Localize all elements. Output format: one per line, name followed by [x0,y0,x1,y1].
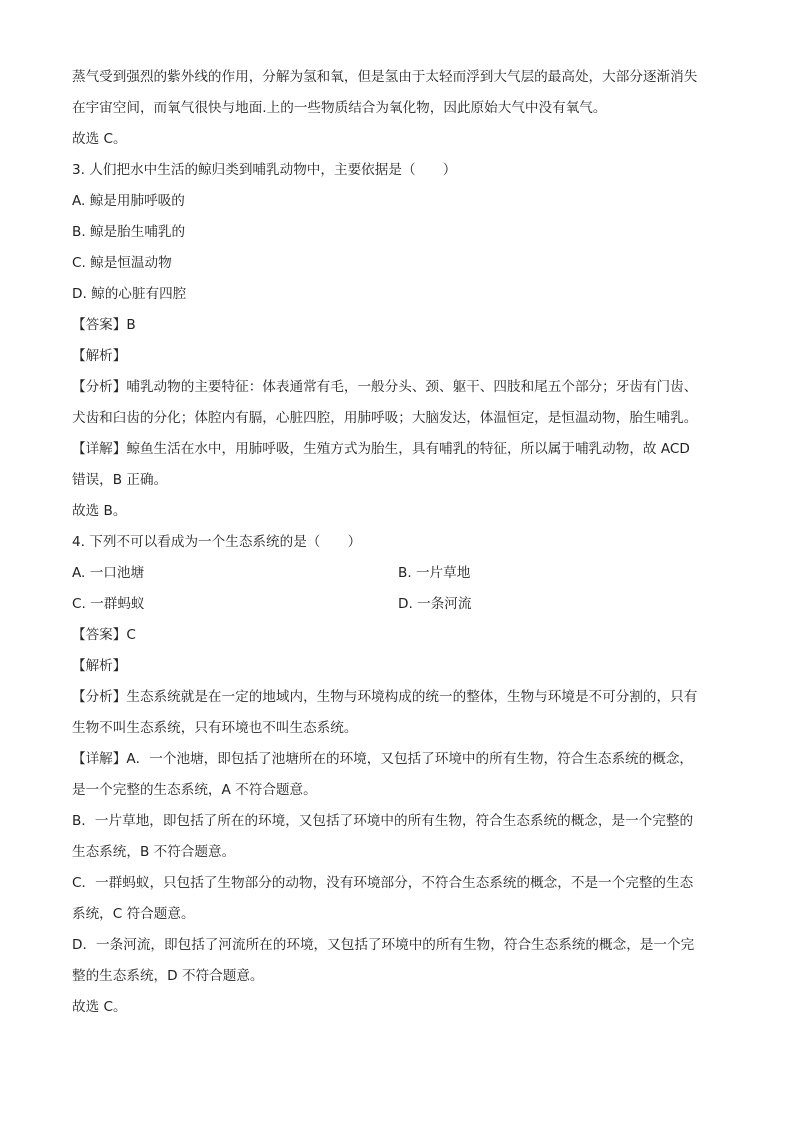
document-page [72,62,722,1023]
question-4-option-a: A. 一口池塘 [72,565,145,581]
question-4-stem: 4. 下列不可以看成为一个生态系统的是（ ） [72,534,362,550]
question-3-answer: 【答案】B [72,317,136,333]
question-3-option-a: A. 鲸是用肺呼吸的 [72,193,185,209]
question-4-detail-line-1: 【详解】A．一个池塘，即包括了池塘所在的环境，又包括了环境中的所有生物，符合生态系统的概念， [72,751,694,767]
question-4-detail-line-3: B．一片草地，即包括了所在的环境，又包括了环境中的所有生物，符合生态系统的概念，是一个完整的 [72,813,694,829]
question-3-option-c: C. 鲸是恒温动物 [72,255,172,271]
question-4-detail-line-7: D．一条河流，即包括了河流所在的环境，又包括了环境中的所有生物，符合生态系统的概念，是一个完 [72,937,695,953]
question-4-options-row-1 [72,558,722,589]
question-3-option-b: B. 鲸是胎生哺乳的 [72,224,186,240]
intro-conclusion: 故选 C。 [72,131,127,147]
question-4-fenxi-line-2: 生物不叫生态系统，只有环境也不叫生态系统。 [72,720,358,736]
question-4-fenxi-line-1: 【分析】生态系统就是在一定的地域内，生物与环境构成的统一的整体，生物与环境是不可分割的，只有 [72,689,698,705]
question-4-conclusion: 故选 C。 [72,999,127,1015]
question-4-option-b: B. 一片草地 [398,565,471,581]
question-3-fenxi-line-2: 犬齿和臼齿的分化；体腔内有膈，心脏四腔，用肺呼吸；大脑发达，体温恒定，是恒温动物，胎生哺乳。 [72,410,698,426]
question-4-detail-line-2: 是一个完整的生态系统，A 不符合题意。 [72,782,317,798]
question-3-option-d: D. 鲸的心脏有四腔 [72,286,187,302]
question-3-conclusion: 故选 B。 [72,503,127,519]
question-4-detail-line-8: 整的生态系统，D 不符合题意。 [72,968,264,984]
question-4-option-d: D. 一条河流 [398,596,472,612]
question-4-detail-line-5: C．一群蚂蚁，只包括了生物部分的动物，没有环境部分，不符合生态系统的概念，不是一个完整的生态 [72,875,694,891]
intro-text-line-1: 蒸气受到强烈的紫外线的作用，分解为氢和氧，但是氢由于太轻而浮到大气层的最高处，大部分逐渐消失 [72,69,698,85]
question-3-analysis-label: 【解析】 [72,348,127,364]
question-3-fenxi-line-1: 【分析】哺乳动物的主要特征：体表通常有毛，一般分头、颈、躯干、四肢和尾五个部分；牙齿有门齿、 [72,379,698,395]
question-3-detail-line-2: 错误，B 正确。 [72,472,168,488]
intro-text-line-2: 在宇宙空间，而氧气很快与地面.上的一些物质结合为氧化物，因此原始大气中没有氧气。 [72,100,607,116]
question-3-detail-line-1: 【详解】鲸鱼生活在水中，用肺呼吸，生殖方式为胎生，具有哺乳的特征，所以属于哺乳动物，故 ACD [72,441,690,457]
question-4-options-row-2 [72,589,722,620]
question-4-option-c: C. 一群蚂蚁 [72,596,145,612]
question-4-answer: 【答案】C [72,627,136,643]
question-4-detail-line-4: 生态系统，B 不符合题意。 [72,844,236,860]
question-4-analysis-label: 【解析】 [72,658,127,674]
question-4-detail-line-6: 系统，C 符合题意。 [72,906,195,922]
question-3-stem: 3. 人们把水中生活的鲸归类到哺乳动物中，主要依据是（ ） [72,162,457,178]
